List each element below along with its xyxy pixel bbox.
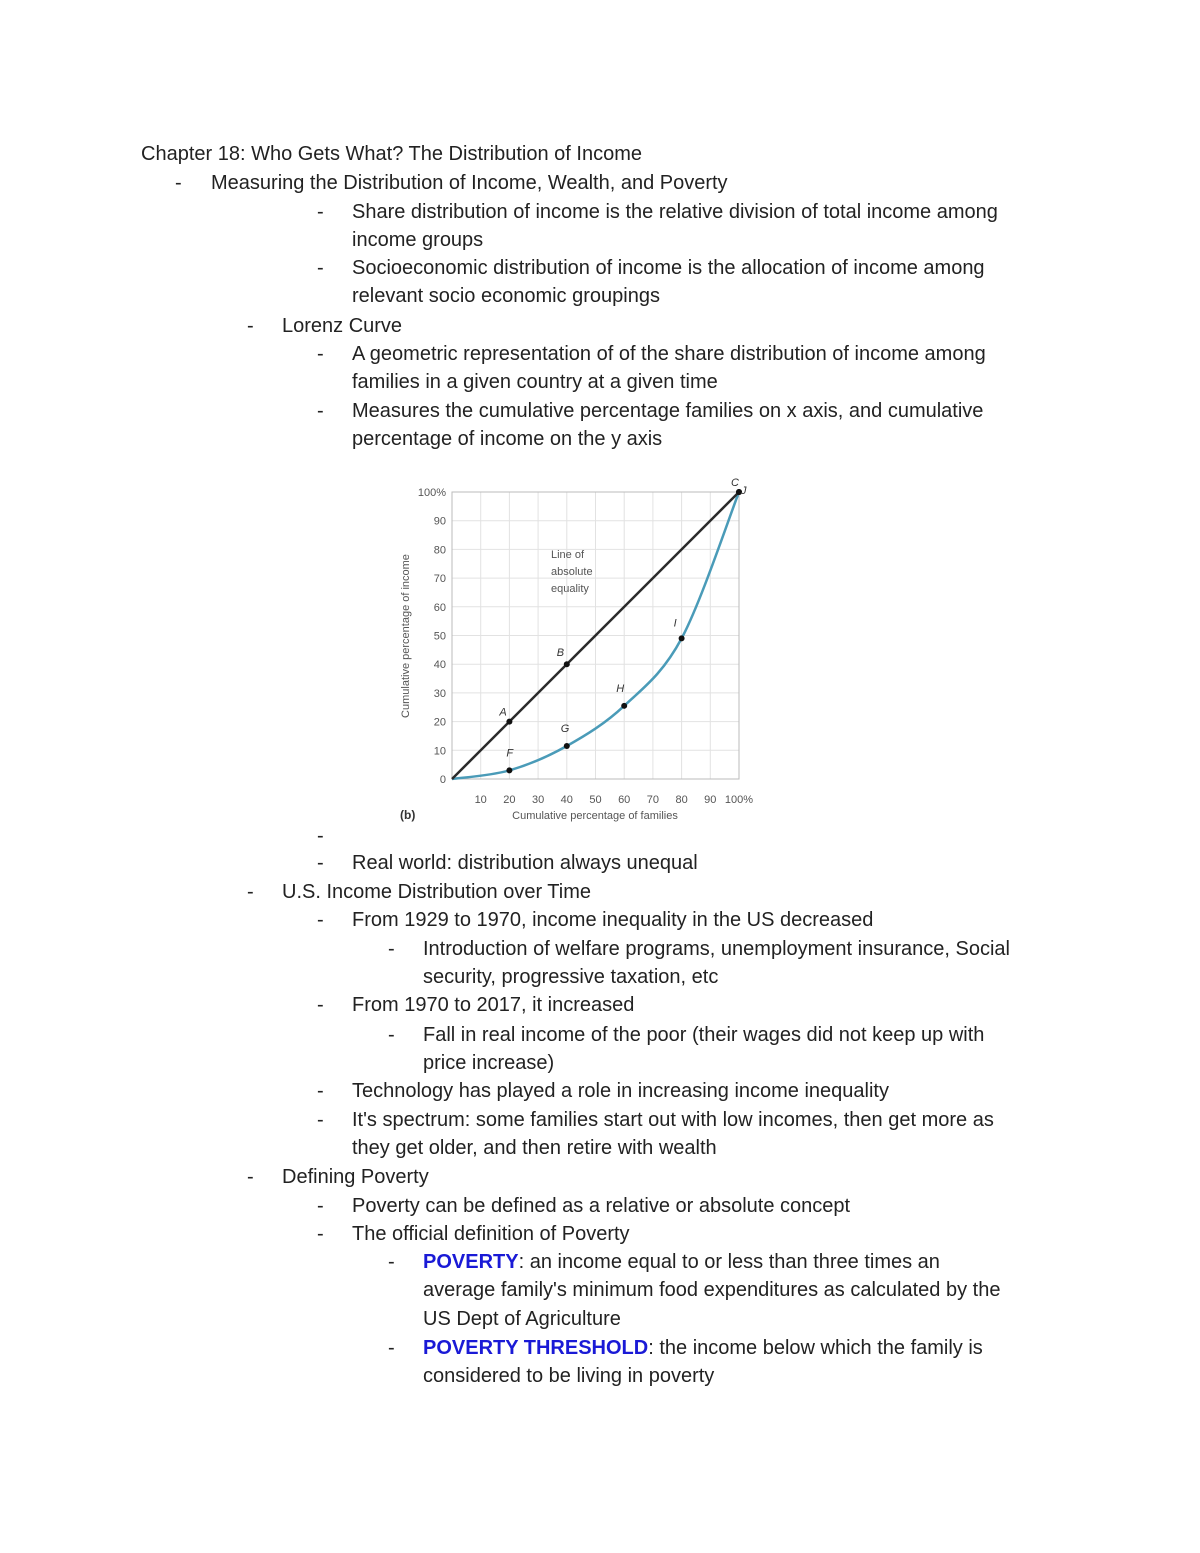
bullet-text: price increase) (423, 1052, 555, 1074)
bullet-text: income groups (352, 229, 484, 251)
x-tick-label: 70 (646, 794, 660, 806)
annotation-line-1: Line of (551, 549, 585, 561)
bullet-text: The official definition of Poverty (352, 1223, 630, 1245)
annotation-line-of-equality (551, 549, 593, 595)
bullet-dash: - (317, 1109, 324, 1131)
x-tick-label: 50 (589, 794, 602, 806)
y-tick-label: 90 (433, 515, 446, 528)
point-label-b: B (556, 647, 565, 660)
x-tick-label: 30 (531, 794, 545, 806)
bullet-dash: - (317, 909, 324, 931)
bullet-dash: - (247, 315, 254, 337)
bullet-text: Real world: distribution always unequal (352, 852, 698, 874)
bullet-dash: - (317, 1080, 324, 1102)
data-point-i (679, 635, 685, 641)
x-tick-label: 60 (618, 794, 631, 806)
bullet-text: they get older, and then retire with wealth (352, 1137, 717, 1159)
bullet-dash: - (388, 1251, 395, 1273)
x-tick-label: 10 (474, 794, 487, 806)
data-point-g (564, 743, 570, 749)
y-tick-label: 40 (433, 659, 446, 672)
section-heading-poverty: Defining Poverty (282, 1166, 429, 1188)
bullet-text: Share distribution of income is the relative division of total income among (352, 201, 998, 223)
bullet-text: From 1929 to 1970, income inequality in the US decreased (352, 909, 874, 931)
point-label-g: G (560, 722, 570, 735)
bullet-dash: - (317, 343, 324, 365)
y-tick-label: 0 (439, 774, 446, 786)
bullet-text: considered to be living in poverty (423, 1365, 715, 1387)
x-axis-label: Cumulative percentage of families (512, 810, 678, 822)
data-point-a (506, 719, 512, 725)
bullet-dash: - (247, 881, 254, 903)
y-tick-labels (418, 487, 446, 786)
bullet-text: Technology has played a role in increasing income inequality (352, 1080, 889, 1102)
bullet-dash: - (317, 1195, 324, 1217)
bullet-dash: - (317, 400, 324, 422)
bullet-text: relevant socio economic groupings (352, 285, 660, 307)
bullet-text: US Dept of Agriculture (423, 1308, 621, 1330)
bullet-text: From 1970 to 2017, it increased (352, 994, 635, 1016)
x-tick-labels (475, 794, 754, 806)
definition-text: : an income equal to or less than three times an (518, 1251, 940, 1273)
bullet-text: percentage of income on the y axis (352, 428, 663, 450)
point-label-h: H (616, 682, 625, 695)
y-tick-label: 100% (417, 487, 446, 499)
x-tick-label: 80 (675, 794, 688, 806)
point-label-f: F (506, 747, 514, 760)
bullet-text: Introduction of welfare programs, unemployment insurance, Social (423, 938, 1010, 960)
y-axis-label: Cumulative percentage of income (400, 554, 412, 718)
bullet-dash: - (388, 1024, 395, 1046)
x-tick-label: 100% (724, 794, 754, 806)
bullet-text: Measures the cumulative percentage families on x axis, and cumulative (352, 400, 984, 422)
section-heading-measuring: Measuring the Distribution of Income, Wealth, and Poverty (211, 172, 728, 194)
y-tick-label: 80 (433, 544, 446, 557)
bullet-dash: - (388, 1337, 395, 1359)
bullet-text: families in a given country at a given time (352, 371, 718, 393)
y-tick-label: 50 (433, 630, 446, 643)
point-label-j: J (741, 485, 747, 497)
bullet-dash: - (317, 994, 324, 1016)
section-heading-us-income: U.S. Income Distribution over Time (282, 881, 591, 903)
definition-poverty (423, 1248, 940, 1276)
x-tick-label: 20 (503, 794, 516, 806)
bullet-dash: - (388, 938, 395, 960)
y-tick-label: 60 (433, 601, 446, 614)
panel-label: (b) (400, 808, 416, 822)
lorenz-curve-chart (390, 474, 770, 824)
definition-text: : the income below which the family is (648, 1337, 983, 1359)
bullet-text: A geometric representation of of the share distribution of income among (352, 343, 986, 365)
bullet-text: security, progressive taxation, etc (423, 966, 719, 988)
page-title: Chapter 18: Who Gets What? The Distribution of Income (141, 143, 642, 165)
annotation-line-3: equality (551, 583, 589, 595)
bullet-dash: - (317, 201, 324, 223)
chart-series (452, 477, 747, 779)
point-label-c: C (731, 477, 739, 489)
bullet-dash: - (317, 257, 324, 279)
section-heading-lorenz: Lorenz Curve (282, 315, 403, 337)
data-point-f (506, 767, 512, 773)
keyword-poverty: POVERTY (423, 1251, 519, 1273)
y-tick-label: 30 (433, 687, 446, 700)
y-tick-label: 70 (433, 573, 446, 586)
bullet-text: Fall in real income of the poor (their wages did not keep up with (423, 1024, 985, 1046)
bullet-dash: - (247, 1166, 254, 1188)
bullet-text: Poverty can be defined as a relative or absolute concept (352, 1195, 851, 1217)
bullet-text: average family's minimum food expenditures as calculated by the (423, 1279, 1001, 1301)
point-label-a: A (499, 706, 507, 719)
data-point-b (564, 661, 570, 667)
definition-poverty-threshold (423, 1334, 983, 1362)
bullet-dash: - (317, 1223, 324, 1245)
bullet-text: Socioeconomic distribution of income is the allocation of income among (352, 257, 985, 279)
keyword-poverty-threshold: POVERTY THRESHOLD (423, 1337, 649, 1359)
bullet-dash: - (317, 825, 324, 847)
bullet-dash: - (175, 172, 182, 194)
annotation-line-2: absolute (551, 566, 593, 578)
x-tick-label: 90 (704, 794, 717, 806)
y-tick-label: 20 (433, 716, 446, 729)
point-label-i: I (673, 617, 677, 630)
bullet-dash: - (317, 852, 324, 874)
bullet-text: It's spectrum: some families start out with low incomes, then get more as (352, 1109, 994, 1131)
x-tick-label: 40 (560, 794, 573, 806)
y-tick-label: 10 (433, 745, 446, 758)
data-point-h (621, 703, 627, 709)
